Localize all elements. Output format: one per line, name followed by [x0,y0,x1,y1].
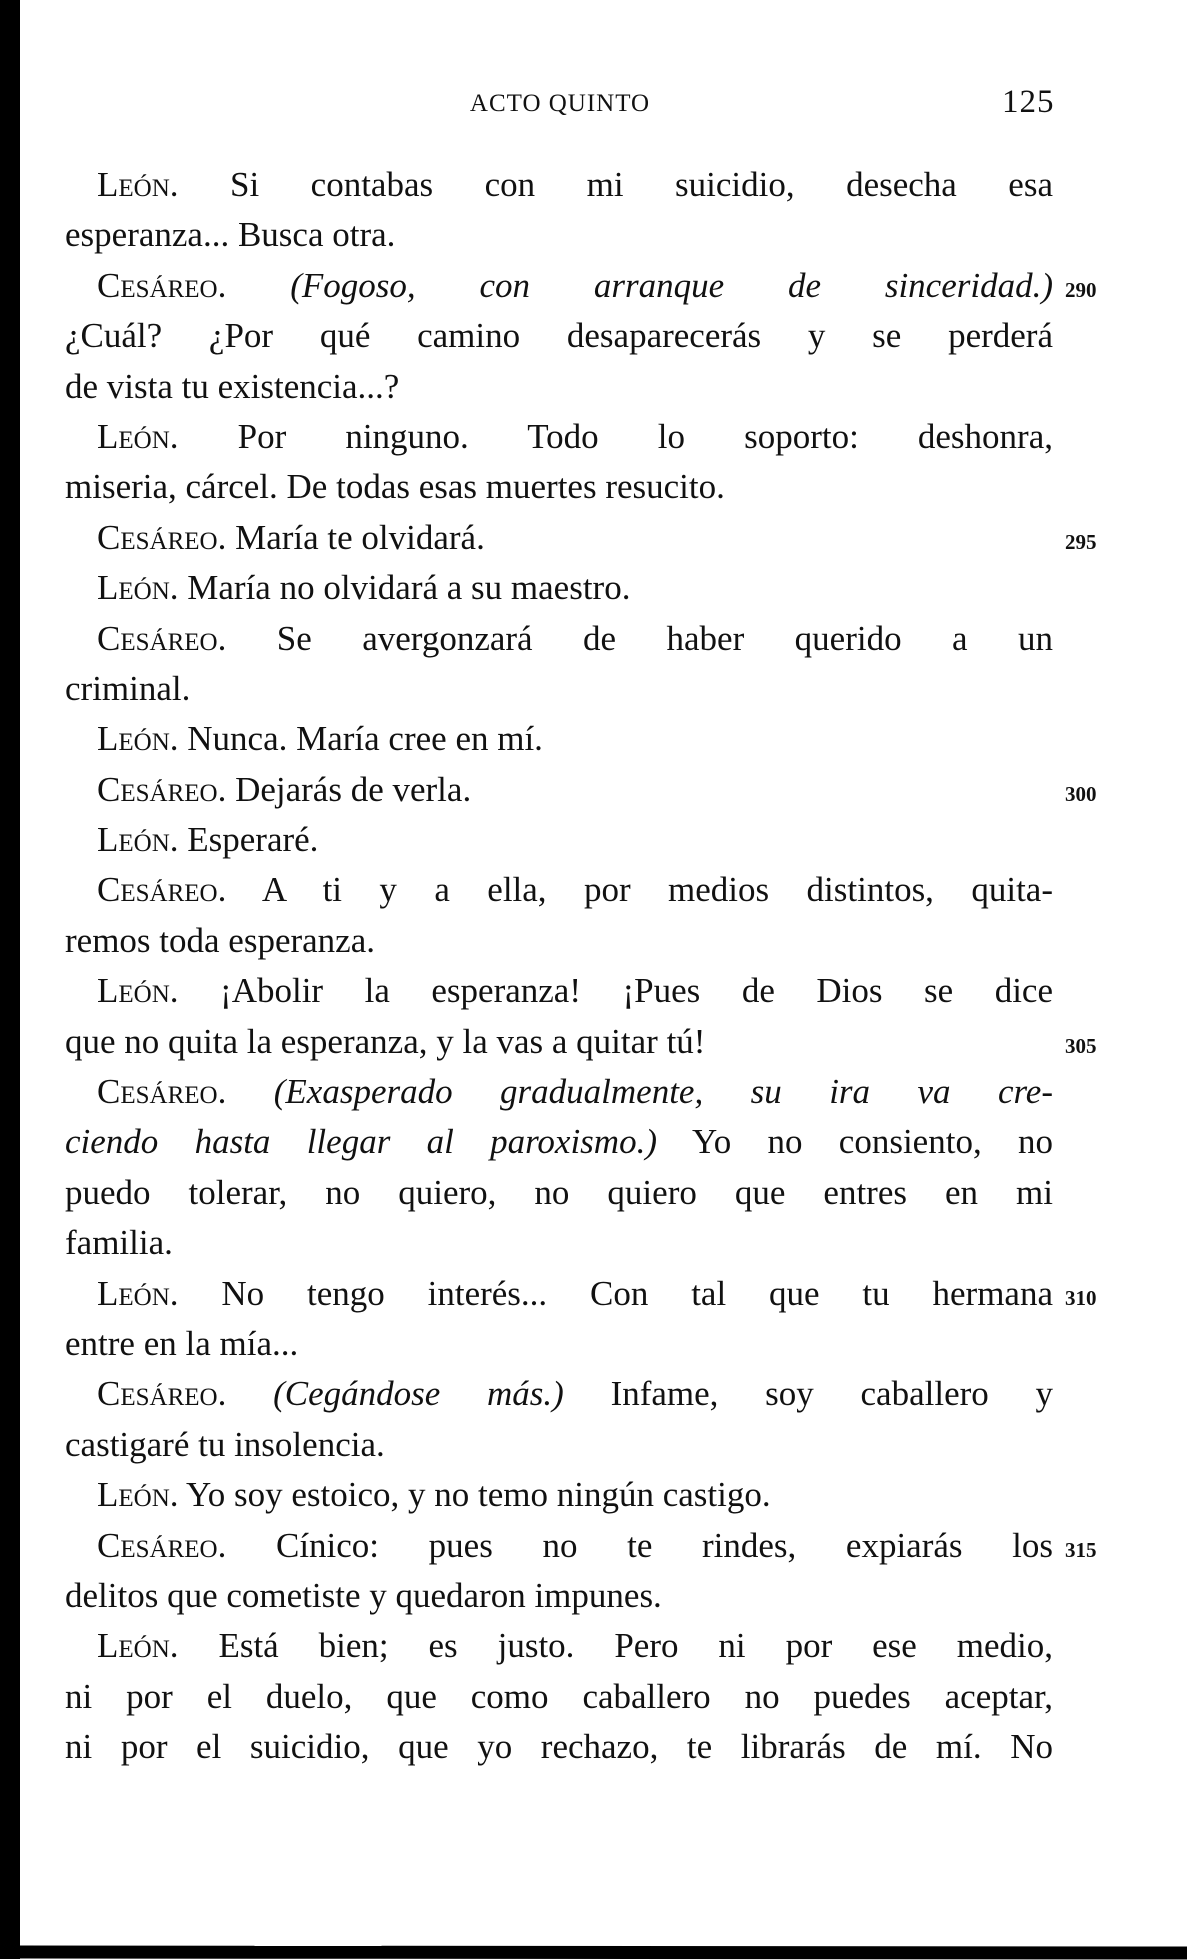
dialogue-text: Por ninguno. Todo lo soporto: deshonra, [237,416,1053,456]
text-line [65,966,1053,1016]
text-line [65,765,1097,815]
line-number: 295 [1065,529,1097,554]
scan-left-edge [0,0,20,1959]
text-line [65,1269,1097,1319]
dialogue-text: miseria, cárcel. De todas esas muertes resucito. [65,467,725,507]
text-line [65,563,1053,613]
scan-bottom-edge [20,1945,1187,1959]
dialogue-text: Yo soy estoico, y no temo ningún castigo. [185,1475,771,1515]
line-number: 310 [1065,1285,1097,1310]
speaker-name: Cesáreo. [97,517,227,557]
text-line [65,462,1053,512]
speaker-name: Cesáreo. [97,1374,227,1414]
dialogue-text: delitos que cometiste y quedaron impunes. [65,1575,662,1615]
speaker-name: Cesáreo. [97,1525,227,1565]
dialogue-text: Si contabas con mi suicidio, desecha esa [230,165,1054,204]
line-number: 290 [1065,277,1097,302]
speaker-name: León. [97,1626,179,1666]
dialogue-text: Nunca. María cree en mí. [187,719,543,759]
text-line [65,916,1053,966]
text-line [65,815,1053,865]
text-line [65,1470,1053,1520]
text-line [65,1067,1053,1117]
dialogue-text: Dejarás de verla. [235,769,472,809]
text-line [65,1420,1053,1470]
stage-direction: ciendo hasta llegar al paroxismo.) [65,1122,657,1162]
dialogue-text: castigaré tu insolencia. [65,1424,385,1464]
play-text [65,160,1097,1773]
text-line [65,1521,1097,1571]
text-line [65,412,1053,462]
dialogue-text: Infame, soy caballero y [610,1374,1054,1414]
stage-direction: (Exasperado gradualmente, su ira va cre- [273,1072,1053,1112]
text-line [65,1319,1053,1369]
text-line [65,614,1053,664]
dialogue-text: ¡Abolir la esperanza! ¡Pues de Dios se dice [220,971,1054,1011]
dialogue-text: Esperaré. [187,820,319,860]
text-line [65,362,1053,412]
dialogue-text: Cínico: pues no te rindes, expiarás los [275,1525,1053,1565]
dialogue-text: ni por el suicidio, que yo rechazo, te librarás de mí. No [65,1727,1053,1767]
speaker-name: León. [97,165,179,204]
speaker-name: León. [97,719,179,759]
line-number: 300 [1065,781,1097,806]
dialogue-text: Está bien; es justo. Pero ni por ese medio, [218,1626,1053,1666]
text-line [65,1168,1053,1218]
dialogue-text: esperanza... Busca otra. [65,215,396,255]
dialogue-text: de vista tu existencia...? [65,366,400,406]
text-line [65,1621,1053,1671]
stage-direction: (Fogoso, con arranque de sinceridad.) [290,265,1054,305]
text-line [65,1571,1053,1621]
stage-direction: (Cegándose más.) [273,1374,564,1414]
speaker-name: León. [97,568,179,608]
dialogue-text: puedo tolerar, no quiero, no quiero que entres en mi [65,1172,1053,1212]
speaker-name: Cesáreo. [97,265,227,305]
line-number: 315 [1065,1537,1097,1562]
dialogue-text: criminal. [65,668,191,708]
speaker-name: León. [97,416,179,456]
speaker-name: León. [97,1273,179,1313]
text-line [65,1369,1053,1419]
text-line [65,160,1053,210]
dialogue-text: ni por el duelo, que como caballero no puedes aceptar, [65,1676,1053,1716]
text-line [65,714,1053,764]
dialogue-text: Yo no consiento, no [691,1122,1053,1162]
speaker-name: Cesáreo. [97,769,227,809]
text-line [65,1218,1053,1268]
speaker-name: Cesáreo. [97,1072,227,1112]
text-line [65,261,1097,311]
text-line [65,1672,1053,1722]
dialogue-text: A ti y a ella, por medios distintos, quita- [261,870,1053,910]
speaker-name: Cesáreo. [97,870,227,910]
text-line [65,1722,1053,1772]
text-line [65,311,1053,361]
speaker-name: León. [97,1475,179,1515]
speaker-name: León. [97,820,179,860]
text-line [65,513,1097,563]
dialogue-text: Se avergonzará de haber querido a un [276,618,1054,658]
line-number: 305 [1065,1033,1097,1058]
dialogue-text: que no quita la esperanza, y la vas a quitar tú! [65,1021,706,1061]
dialogue-text: entre en la mía... [65,1323,299,1363]
dialogue-text: familia. [65,1223,173,1263]
dialogue-text: No tengo interés... Con tal que tu hermana [221,1273,1053,1313]
running-title: ACTO QUINTO [469,90,651,117]
speaker-name: León. [97,971,179,1011]
text-line [65,210,1053,260]
dialogue-text: ¿Cuál? ¿Por qué camino desaparecerás y se perderá [65,316,1053,356]
text-line [65,1117,1053,1167]
dialogue-text: remos toda esperanza. [65,920,375,960]
dialogue-text: María te olvidará. [235,517,485,557]
dialogue-text: María no olvidará a su maestro. [187,568,631,608]
page-number: 125 [1002,84,1055,120]
text-line [65,865,1053,915]
text-line [65,1017,1097,1067]
text-line [65,664,1053,714]
speaker-name: Cesáreo. [97,618,227,658]
